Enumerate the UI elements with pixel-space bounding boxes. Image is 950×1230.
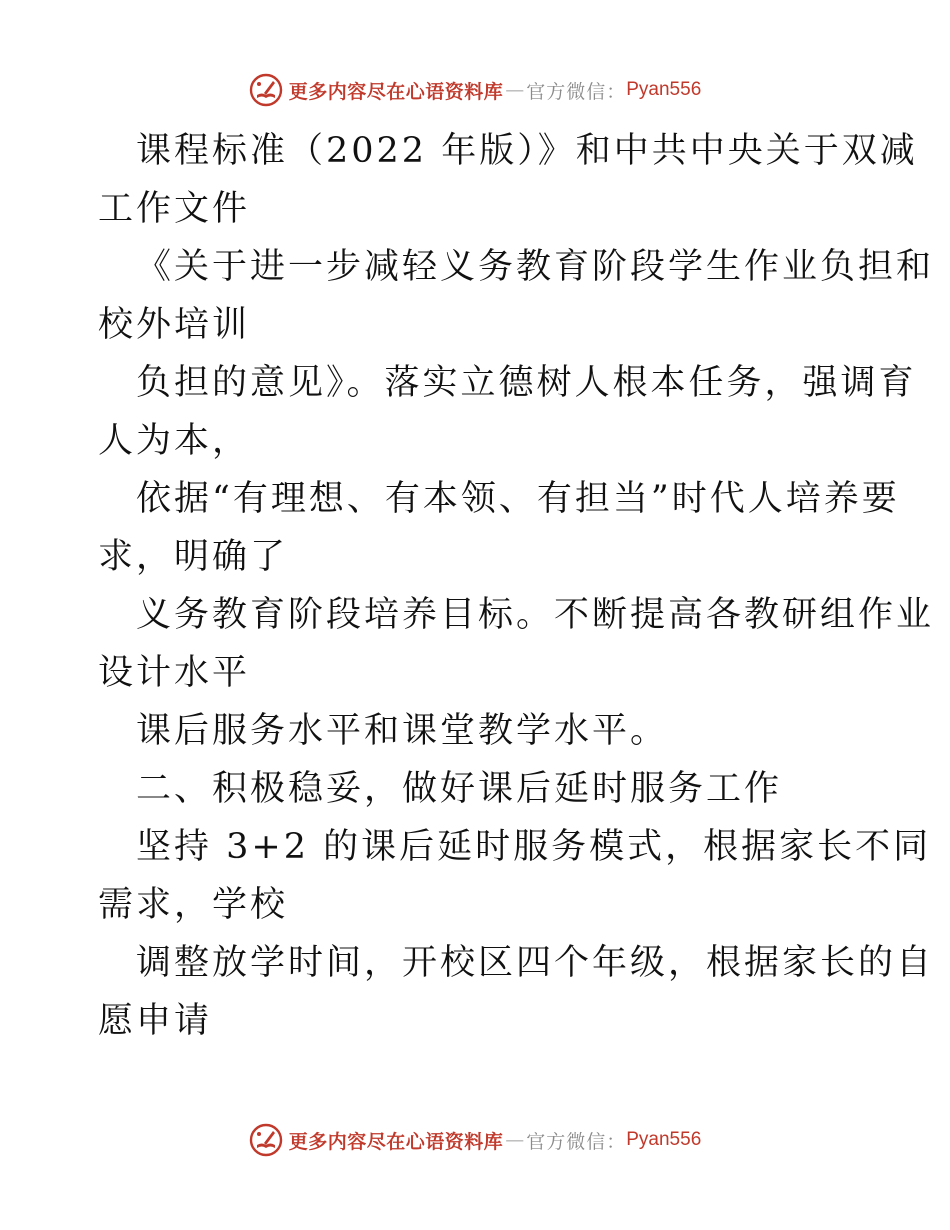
banner-sub-text: 官方微信： [526,80,627,103]
banner-wechat-id: Pyan556 [626,1129,702,1150]
banner-dash: — [505,1129,525,1151]
book-pen-logo-icon [249,1123,283,1157]
text-line: 坚持 3+2 的课后延时服务模式，根据家长不同 [136,827,932,867]
header-banner [0,68,950,112]
banner-text [289,77,702,104]
book-pen-logo-icon [249,73,283,107]
text-line: 调整放学时间，开校区四个年级，根据家长的自 [136,943,935,983]
text-line: 依据“有理想、有本领、有担当”时代人培养要 [136,479,900,519]
banner-content [249,73,702,107]
text-line: 课程标准（2022 年版）》和中共中央关于双减 [136,131,918,171]
text-line: 校外培训 [98,305,251,345]
banner-main-text: 更多内容尽在心语资料库 [288,1130,504,1153]
document-body [98,122,935,1050]
text-line: 《关于进一步减轻义务教育阶段学生作业负担和 [136,247,935,287]
text-line: 愿申请 [98,1001,213,1041]
section-heading: 二、积极稳妥，做好课后延时服务工作 [136,769,783,809]
banner-main-text: 更多内容尽在心语资料库 [288,80,504,103]
text-line: 需求，学校 [98,885,289,925]
banner-content [249,1123,702,1157]
text-line: 负担的意见》。落实立德树人根本任务，强调育 [136,363,917,403]
text-line: 工作文件 [98,189,251,229]
text-line: 求，明确了 [98,537,289,577]
text-line: 设计水平 [98,653,251,693]
text-line: 义务教育阶段培养目标。不断提高各教研组作业 [136,595,935,635]
banner-text [289,1127,702,1154]
banner-sub-text: 官方微信： [526,1130,627,1153]
footer-banner [0,1118,950,1162]
text-line: 人为本， [98,421,251,461]
text-line: 课后服务水平和课堂教学水平。 [136,711,669,751]
banner-dash: — [505,79,525,101]
banner-wechat-id: Pyan556 [626,79,702,100]
